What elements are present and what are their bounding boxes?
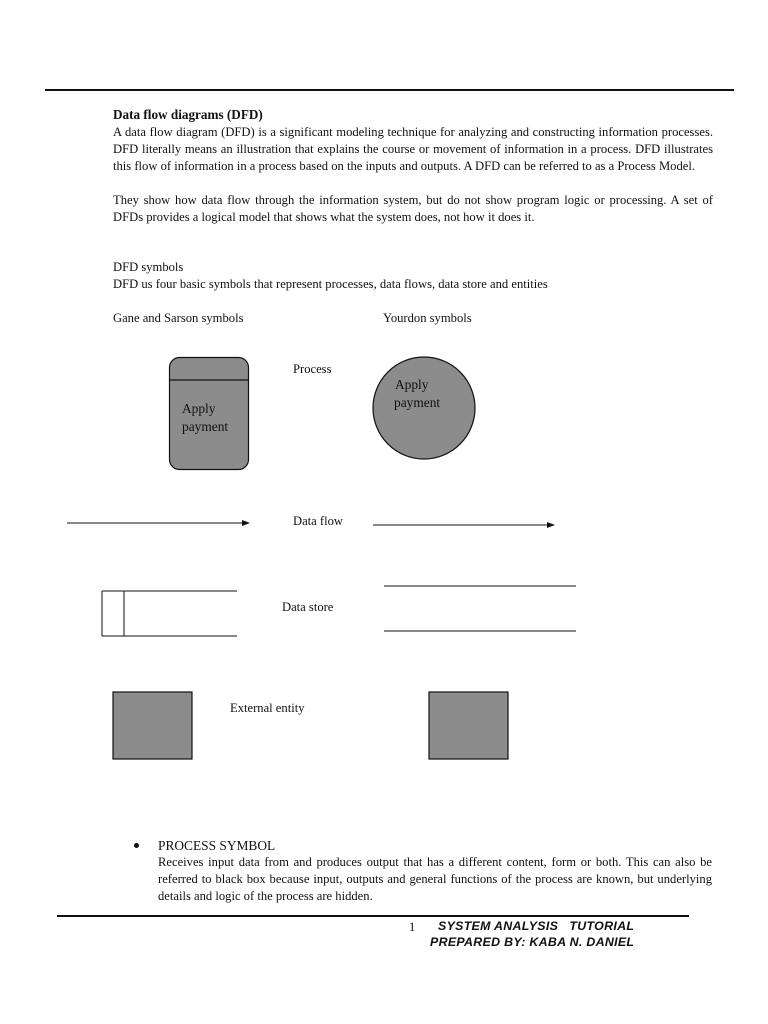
intro-paragraph: A data flow diagram (DFD) is a significant modeling technique for analyzing and constructing information processes. DFD literally means an illustration that explains the course or movement of information in a process. DFD illustrates this flow of information in a process based on the inputs and outputs. A DFD can be referred to as a Process Model. [113,125,713,173]
yourdon-process-label-line1: Apply [395,377,429,392]
bullet-paragraph: Receives input data from and produces output that has a different content, form or both. This can also be referred to black box because input, outputs and general functions of the process are known, but underlying details and logic of the process are hidden. [158,855,712,903]
gane-sarson-process-label-line2: payment [182,419,229,434]
yourdon-column-header: Yourdon symbols [383,311,472,325]
footer-rule [57,915,689,917]
yourdon-data-store-symbol [384,586,576,631]
symbols-heading: DFD symbols [113,260,184,274]
data-flow-row-label: Data flow [293,514,344,528]
bullet-heading: PROCESS SYMBOL [158,838,276,853]
footer-line-2: PREPARED BY: KABA N. DANIEL [430,935,635,949]
yourdon-process-label-line2: payment [394,395,441,410]
page-number: 1 [409,920,416,934]
gane-sarson-external-entity-square [113,692,192,759]
gane-sarson-column-header: Gane and Sarson symbols [113,311,244,325]
external-entity-row-label: External entity [230,701,305,715]
yourdon-external-entity-square [429,692,508,759]
symbols-intro: DFD us four basic symbols that represent processes, data flows, data store and entities [113,277,548,291]
gane-sarson-data-store-symbol [102,591,237,636]
section-title: Data flow diagrams (DFD) [113,107,263,122]
gane-sarson-process-label-line1: Apply [182,401,216,416]
process-row-label: Process [293,362,332,376]
data-store-row-label: Data store [282,600,334,614]
bullet-dot [134,843,139,848]
second-paragraph: They show how data flow through the information system, but do not show program logic or processing. A set of DFDs provides a logical model that shows what the system does, not how it does it. [113,193,713,224]
footer-line-1: SYSTEM ANALYSIS TUTORIAL [438,919,635,933]
